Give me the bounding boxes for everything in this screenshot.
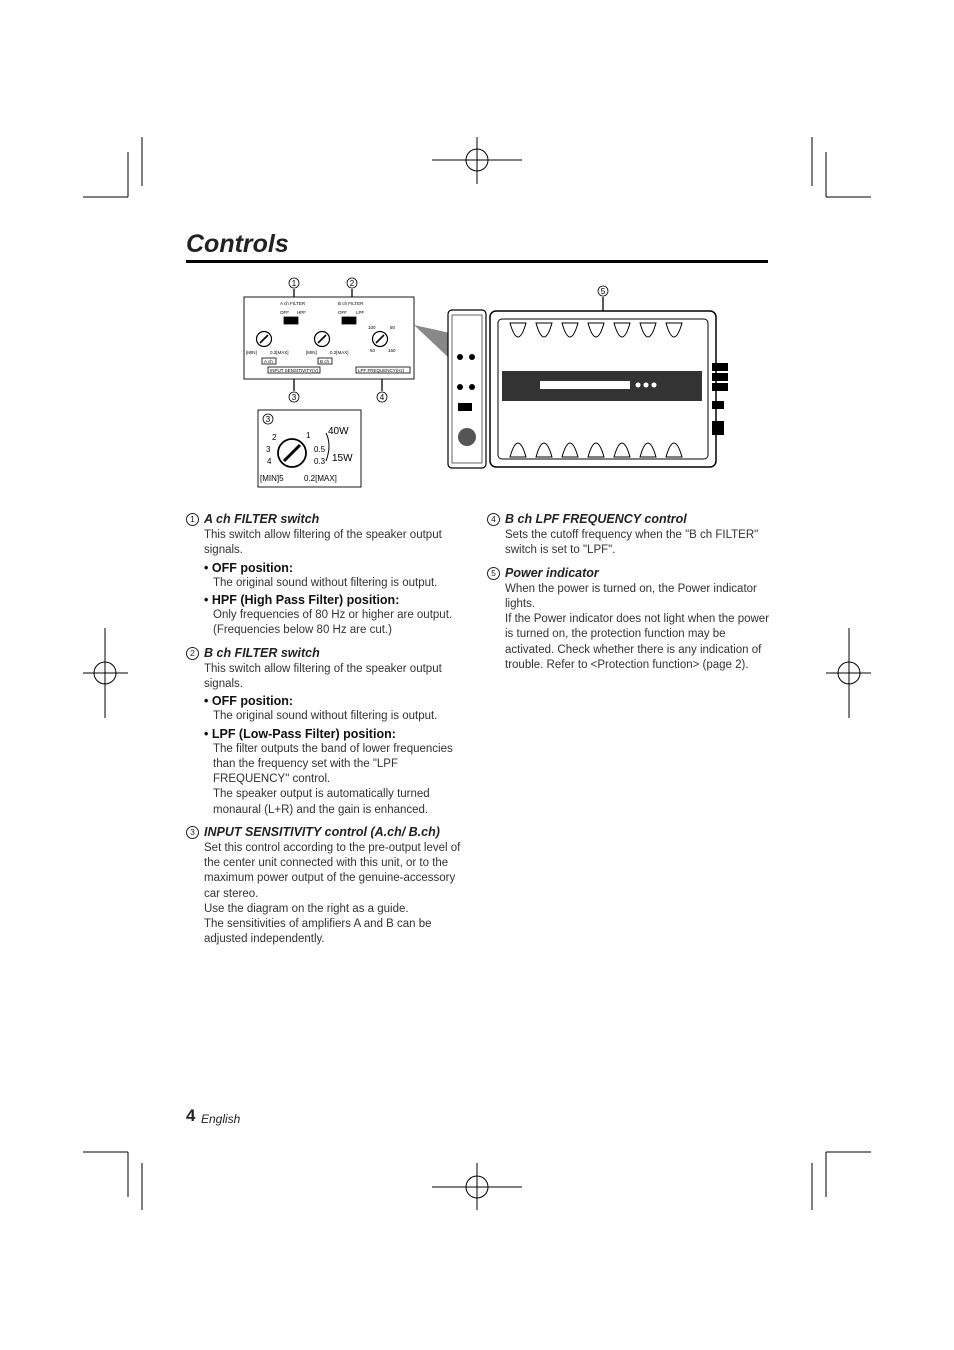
panel-off-b: OFF [338, 310, 347, 315]
section-body: When the power is turned on, the Power indicator lights. [505, 582, 757, 611]
section-body-2: If the Power indicator does not light when the power is turned on, the protection function may be activated. Check whether there is any indication of trouble. Refer to <Protection function> (page 2). [505, 613, 770, 671]
page-language: English [201, 1112, 241, 1126]
section-power-indicator [487, 566, 771, 673]
section-body: Set this control according to the pre-output level of the center unit connected with this unit, or to the maximum power output of the genuine-accessory car stereo. [204, 842, 461, 900]
inset-callout-3: 3 [265, 415, 271, 424]
lpf-position-body: The filter outputs the band of lower frequencies than the frequency set with the "LPF FREQUENCY" control. [213, 742, 453, 786]
left-column [186, 512, 474, 954]
callout-1: 1 [291, 279, 297, 288]
section-title: INPUT SENSITIVITY control (A.ch/ B.ch) [204, 824, 440, 839]
section-body-2: Use the diagram on the right as a guide. [204, 902, 409, 915]
section-number: 3 [186, 826, 199, 839]
section-b-ch-filter [186, 646, 474, 818]
section-a-ch-filter [186, 512, 474, 639]
panel-min-a: [MIN] [246, 350, 257, 355]
inset-15w: 15W [332, 453, 353, 464]
callout-2: 2 [349, 279, 355, 288]
section-body-3: The sensitivities of amplifiers A and B can be adjusted independently. [204, 918, 432, 946]
callout-5: 5 [600, 287, 606, 296]
section-body: This switch allow filtering of the speaker output signals. [204, 529, 442, 557]
title-rule [186, 260, 768, 263]
inset-min: [MIN]5 [260, 474, 284, 483]
panel-b-ch-tag: B ch [320, 359, 330, 364]
inset-scale-05: 0.5 [314, 445, 326, 454]
panel-sensitivity-label: INPUT SENSITIVITY(V) [270, 368, 319, 373]
panel-b-filter-label: B ch FILTER [338, 301, 364, 306]
section-title: Power indicator [505, 565, 599, 580]
inset-40w: 40W [328, 426, 349, 437]
section-lpf-frequency [487, 512, 771, 559]
panel-max-a: 0.2[MAX] [270, 350, 289, 355]
panel-a-ch-tag: A ch [264, 359, 273, 364]
hpf-position-head: • HPF (High Pass Filter) position: [204, 593, 400, 608]
panel-freq-50: 50 [370, 348, 376, 353]
hpf-position-body: Only frequencies of 80 Hz or higher are output. (Frequencies below 80 Hz are cut.) [213, 609, 453, 637]
section-number: 1 [186, 513, 199, 526]
inset-max: 0.2[MAX] [304, 474, 337, 483]
page-number: 4 [186, 1106, 196, 1125]
panel-freq-100: 100 [368, 325, 376, 330]
off-position-body: The original sound without filtering is output. [213, 576, 438, 589]
panel-a-filter-label: A ch FILTER [280, 301, 306, 306]
inset-scale-03: 0.3 [314, 457, 326, 466]
callout-4: 4 [379, 393, 385, 402]
off-position-head: • OFF position: [204, 560, 294, 575]
section-number: 4 [487, 513, 500, 526]
inset-scale-1: 1 [306, 431, 311, 440]
callout-3: 3 [291, 393, 297, 402]
off-position-body: The original sound without filtering is output. [213, 710, 438, 723]
lpf-position-body-2: The speaker output is automatically turned monaural (L+R) and the gain is enhanced. [213, 788, 430, 816]
section-body: This switch allow filtering of the speaker output signals. [204, 662, 442, 691]
panel-freq-80: 80 [390, 325, 396, 330]
section-input-sensitivity [186, 825, 474, 948]
lpf-position-head: • LPF (Low-Pass Filter) position: [204, 726, 396, 741]
inset-scale-4: 4 [267, 457, 272, 466]
panel-min-b: [MIN] [306, 350, 317, 355]
off-position-head: • OFF position: [204, 694, 294, 709]
controls-figure [240, 275, 730, 495]
panel-freq-160: 160 [388, 348, 396, 353]
panel-max-b: 0.2[MAX] [330, 350, 349, 355]
section-title: B ch LPF FREQUENCY control [505, 512, 687, 526]
right-column [487, 512, 771, 680]
section-number: 5 [487, 567, 500, 580]
section-number: 2 [186, 647, 199, 660]
panel-freq-label: LPF FREQUENCY(Hz) [358, 368, 405, 373]
inset-scale-3: 3 [266, 445, 271, 454]
panel-hpf: HPF [297, 310, 306, 315]
section-title: B ch FILTER switch [204, 645, 320, 660]
page-title: Controls [186, 230, 289, 258]
section-body: Sets the cutoff frequency when the "B ch FILTER" switch is set to "LPF". [505, 529, 759, 557]
panel-lpf: LPF [356, 310, 365, 315]
section-title: A ch FILTER switch [204, 512, 320, 526]
panel-off-a: OFF [280, 310, 289, 315]
inset-scale-2: 2 [272, 433, 277, 442]
